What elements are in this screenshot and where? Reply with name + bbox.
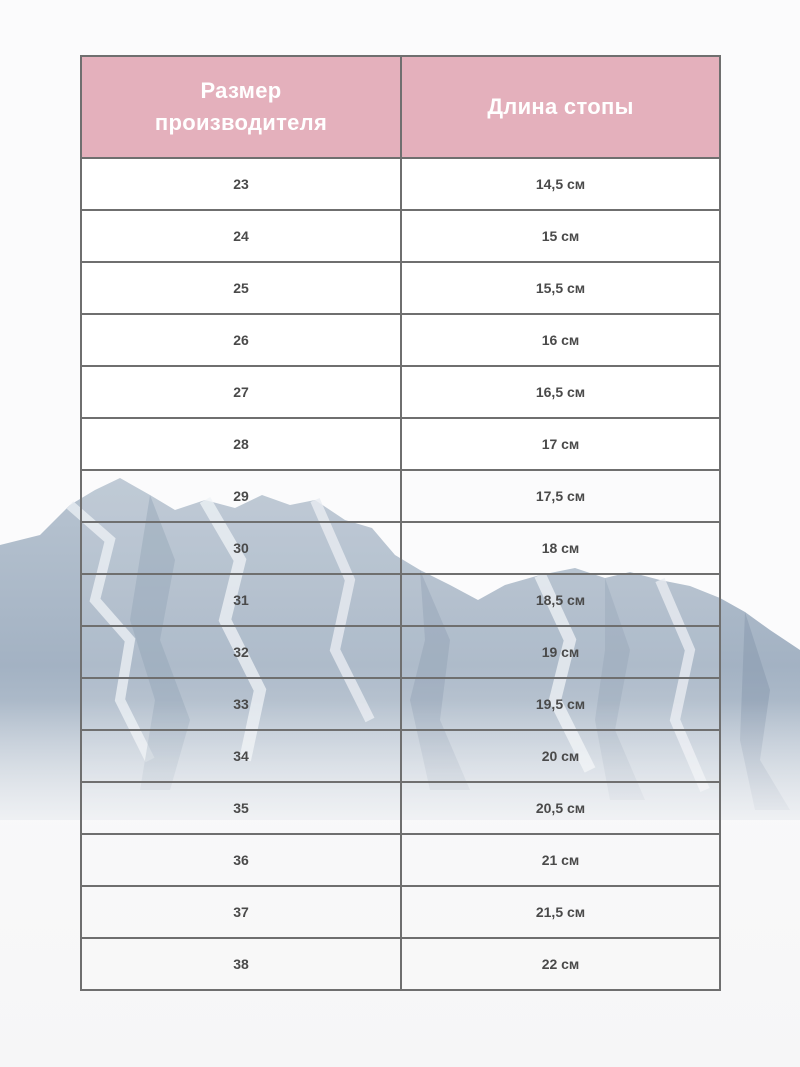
length-cell: 15 см [401,210,720,262]
size-cell: 25 [81,262,401,314]
manufacturer-size-header [81,56,401,158]
length-cell: 19,5 см [401,678,720,730]
table-row [81,886,720,938]
length-cell: 17,5 см [401,470,720,522]
size-cell: 28 [81,418,401,470]
length-cell: 16,5 см [401,366,720,418]
length-cell: 16 см [401,314,720,366]
length-cell: 21,5 см [401,886,720,938]
table-row [81,366,720,418]
table-row [81,938,720,990]
length-cell: 17 см [401,418,720,470]
size-cell: 30 [81,522,401,574]
length-cell: 20,5 см [401,782,720,834]
table-row [81,314,720,366]
table-row [81,262,720,314]
length-cell: 15,5 см [401,262,720,314]
size-cell: 35 [81,782,401,834]
table-row [81,574,720,626]
table-row [81,730,720,782]
size-cell: 34 [81,730,401,782]
size-cell: 26 [81,314,401,366]
size-cell: 23 [81,158,401,210]
length-cell: 14,5 см [401,158,720,210]
size-cell: 36 [81,834,401,886]
table-header-row [81,56,720,158]
table-row [81,210,720,262]
size-chart-table [80,55,721,991]
table-row [81,158,720,210]
length-cell: 20 см [401,730,720,782]
table-row [81,522,720,574]
table-row [81,626,720,678]
table-row [81,470,720,522]
manufacturer-size-header-label: Размер производителя [154,78,328,135]
size-cell: 27 [81,366,401,418]
length-cell: 21 см [401,834,720,886]
size-cell: 33 [81,678,401,730]
table-row [81,418,720,470]
size-cell: 38 [81,938,401,990]
length-cell: 22 см [401,938,720,990]
size-cell: 29 [81,470,401,522]
length-cell: 18 см [401,522,720,574]
table-row [81,834,720,886]
size-cell: 37 [81,886,401,938]
length-cell: 19 см [401,626,720,678]
table-row [81,782,720,834]
size-cell: 32 [81,626,401,678]
size-cell: 24 [81,210,401,262]
size-cell: 31 [81,574,401,626]
foot-length-header-label: Длина стопы [487,94,634,119]
length-cell: 18,5 см [401,574,720,626]
foot-length-header [401,56,720,158]
table-row [81,678,720,730]
